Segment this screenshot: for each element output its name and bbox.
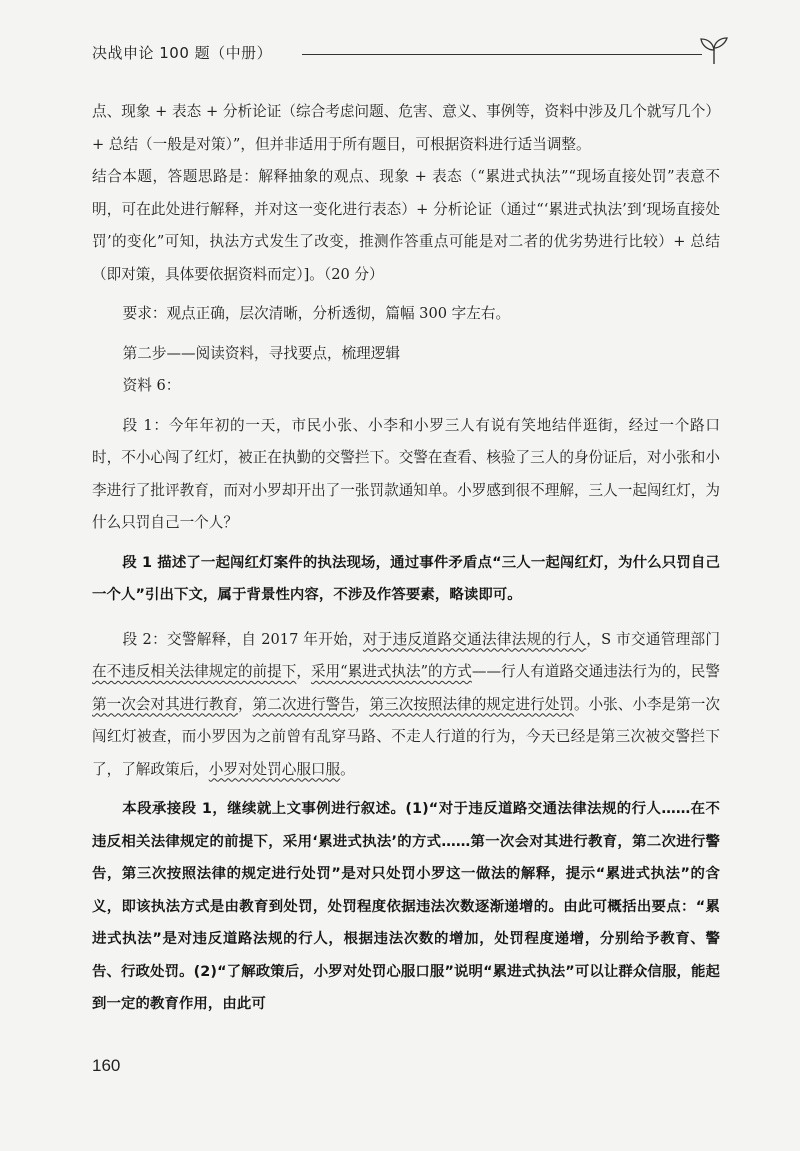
segment-text: ，	[238, 695, 253, 713]
page-number: 160	[92, 1056, 121, 1075]
underlined-key-phrase: 在不违反相关法律规定的前提下	[92, 663, 297, 680]
segment-text: ，	[354, 695, 370, 713]
material-segment-1: 段 1：今年年初的一天，市民小张、小李和小罗三人有说有笑地结伴逛街，经过一个路口时，不小心闯了红灯，被正在执勤的交警拦下。交警在查看、核验了三人的身份证后，对小张和小李进行了批评教育，而对小罗却开出了一张罚款通知单。小罗感到很不理解，三人一起闯红灯，为什么只罚自己一个人？	[92, 416, 720, 531]
segment-text: ，S 市交通管理部门	[586, 630, 720, 648]
paragraph-requirement: 要求：观点正确，层次清晰，分析透彻，篇幅 300 字左右。	[122, 305, 511, 322]
underlined-key-phrase: 第一次会对其进行教育	[92, 695, 239, 713]
underlined-key-phrase: 小罗对处罚心服口服	[208, 760, 341, 778]
underlined-key-phrase: 采用“累进式执法”的方式	[310, 663, 472, 680]
segment-text: ，	[296, 663, 311, 680]
page-body	[92, 96, 720, 1021]
material-segment-2	[92, 624, 720, 787]
segment-text: ——行人有道路交通违法行为的，民警	[471, 663, 720, 680]
paragraph-answer-template: 点、现象 + 表态 + 分析论证（综合考虑问题、危害、意义、事例等，资料中涉及几个就写几个）+ 总结（一般是对策）”，但并非适用于所有题目，可根据资料进行适当调整。	[92, 103, 720, 153]
step-two-heading: 第二步——阅读资料，寻找要点，梳理逻辑	[122, 344, 400, 362]
underlined-key-phrase: 第三次按照法律的规定进行处罚	[369, 695, 574, 713]
paragraph-answer-approach: 结合本题，答题思路是：解释抽象的观点、现象 + 表态（“累进式执法”“现场直接处罚”表意不明，可在此处进行解释，并对这一变化进行表态）+ 分析论证（通过“‘累进式执法’到‘现场直接处罚’的变化”可知，执法方式发生了改变，推测作答重点可能是对二者的优劣势进行比较）+ 总结（即对策，具体要依据资料而定）]。（20 分）	[92, 168, 720, 283]
segment-text: 段 2：交警解释，自 2017 年开始，	[122, 630, 363, 648]
material-label: 资料 6：	[122, 377, 181, 394]
segment-text: 。	[340, 760, 355, 778]
book-title: 决战申论 100 题（中册）	[92, 44, 273, 62]
header-rule	[302, 54, 702, 55]
sprout-icon	[697, 36, 731, 66]
underlined-key-phrase: 对于违反道路交通法律法规的行人	[362, 630, 587, 648]
underlined-key-phrase: 第二次进行警告	[252, 695, 355, 713]
segment-text: 。小张、小李是第一次闯红灯被查，而小罗因为之前曾有乱穿马路、不走人行道的行为，今天已经是第三次被交警拦下了，了解政策后，	[92, 695, 720, 778]
page-header	[92, 34, 732, 70]
analysis-note-1: 段 1 描述了一起闯红灯案件的执法现场，通过事件矛盾点“三人一起闯红灯，为什么只罚自己一个人”引出下文，属于背景性内容，不涉及作答要素，略读即可。	[92, 554, 720, 603]
analysis-note-2: 本段承接段 1，继续就上文事例进行叙述。(1)“对于违反道路交通法律法规的行人……在不违反相关法律规定的前提下，采用‘累进式执法’的方式……第一次会对其进行教育，第二次进行警告，第三次按照法律的规定进行处罚”是对只处罚小罗这一做法的解释，提示“累进式执法”的含义，即该执法方式是由教育到处罚，处罚程度依据违法次数逐渐递增的。由此可概括出要点：“累进式执法”是对违反道路法规的行人，根据违法次数的增加，处罚程度递增，分别给予教育、警告、行政处罚。(2)“了解政策后，小罗对处罚心服口服”说明“累进式执法”可以让群众信服，能起到一定的教育作用，由此可	[92, 801, 720, 1012]
